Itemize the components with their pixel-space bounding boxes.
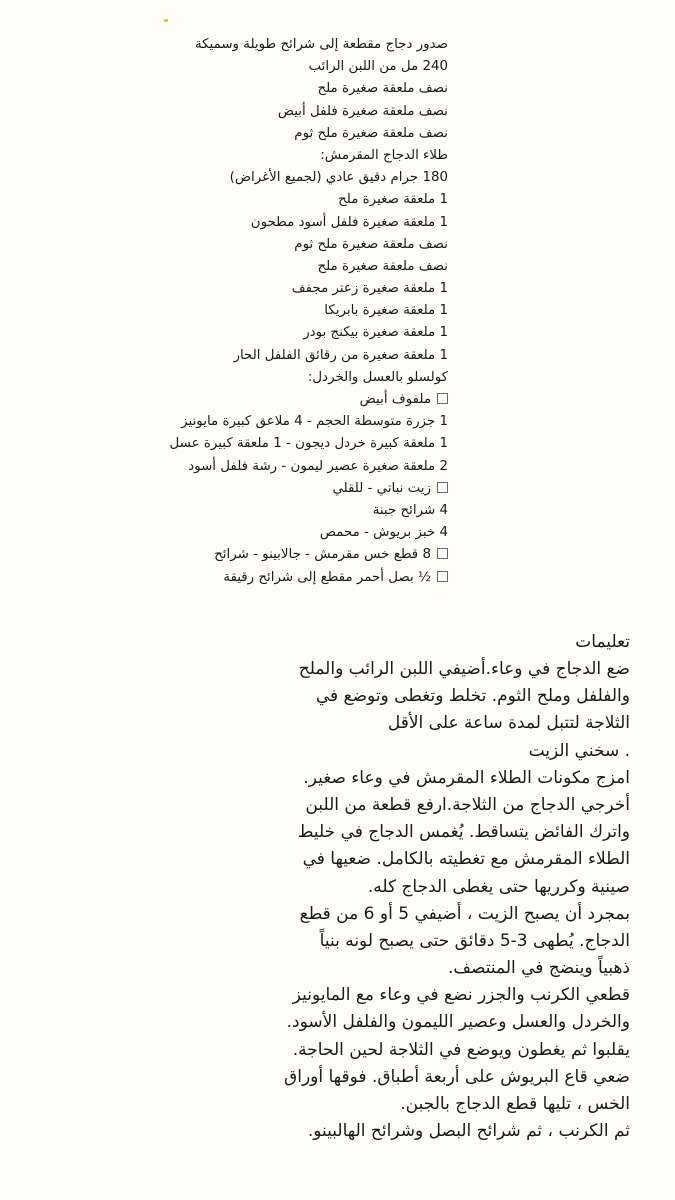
ingredient-text: صدور دجاج مقطعة إلى شرائح طويلة وسميكة bbox=[194, 37, 448, 52]
instruction-line: . سخني الزيت bbox=[528, 740, 630, 761]
instruction-line: بمجرد أن يصبح الزيت ، أضيفي 5 أو 6 من قطع bbox=[299, 903, 630, 924]
ingredient-line bbox=[150, 212, 448, 234]
ingredient-text: زيت نباتي - للقلي bbox=[332, 480, 431, 496]
ingredient-line bbox=[150, 522, 448, 544]
ingredient-text: 1 ملعقة صغيرة فلفل أسود مطحون bbox=[250, 214, 448, 230]
ingredient-text: نصف ملعقة صغيرة ملح ثوم bbox=[294, 236, 448, 252]
ingredient-line bbox=[150, 456, 448, 478]
ingredient-line bbox=[150, 567, 448, 589]
ingredient-line bbox=[150, 300, 448, 322]
ingredient-line bbox=[150, 411, 448, 433]
ingredient-text: 4 شرائح جبنة bbox=[372, 502, 448, 518]
ingredient-text: 1 ملعقة صغيرة زعتر مجفف bbox=[291, 281, 448, 297]
ingredient-line bbox=[150, 34, 448, 56]
checkbox-icon[interactable] bbox=[437, 482, 448, 493]
ingredient-text: طلاء الدجاج المقرمش: bbox=[320, 147, 448, 163]
ingredient-line bbox=[150, 167, 448, 189]
checkbox-icon[interactable] bbox=[437, 571, 448, 582]
ingredient-text: 1 جزرة متوسطة الحجم - 4 ملاعق كبيرة مايونيز bbox=[181, 414, 448, 430]
instruction-line: الخس ، تليها قطع الدجاج بالجبن. bbox=[400, 1094, 630, 1114]
checkbox-icon[interactable] bbox=[437, 393, 448, 404]
instruction-line: الدجاج. يُطهى 3-5 دقائق حتى يصبح لونه بنياً bbox=[319, 930, 630, 951]
instructions-section bbox=[158, 629, 630, 1145]
ingredient-text: 1 ملعقة صغيرة بيكنج بودر bbox=[303, 325, 448, 341]
ingredient-line bbox=[150, 433, 448, 455]
instruction-line: امزج مكونات الطلاء المقرمش في وعاء صغير. bbox=[303, 767, 630, 788]
instruction-line: ضع الدجاج في وعاء.أضيفي اللبن الرائب والملح bbox=[298, 659, 630, 679]
ingredient-line bbox=[150, 278, 448, 300]
instruction-line: والفلفل وملح الثوم. تخلط وتغطى وتوضع في bbox=[315, 686, 630, 707]
page-mark bbox=[164, 19, 168, 22]
instruction-line: ذهبياً وينضج في المنتصف. bbox=[447, 958, 630, 979]
ingredient-line bbox=[150, 145, 448, 167]
ingredient-line bbox=[150, 78, 448, 100]
ingredient-text: 1 ملعقة صغيرة ملح bbox=[338, 192, 448, 208]
instructions-body bbox=[158, 656, 630, 1145]
ingredient-text: ملفوف أبيض bbox=[359, 392, 431, 407]
ingredient-line bbox=[150, 544, 448, 566]
ingredient-line bbox=[150, 389, 448, 411]
checkbox-icon[interactable] bbox=[437, 548, 448, 559]
ingredient-text: 8 قطع خس مقرمش - جالابينو - شرائح bbox=[214, 547, 431, 563]
ingredient-text: نصف ملعقة صغيرة ملح bbox=[317, 258, 448, 274]
instruction-line: صينية وكرريها حتى يغطى الدجاج كله. bbox=[367, 876, 630, 897]
instruction-line: أخرجي الدجاج من الثلاجة.ارفع قطعة من اللبن bbox=[305, 794, 630, 815]
ingredient-line bbox=[150, 123, 448, 145]
instructions-heading: تعليمات bbox=[575, 632, 630, 652]
ingredient-line bbox=[150, 101, 448, 123]
ingredient-line bbox=[150, 345, 448, 367]
ingredient-line bbox=[150, 234, 448, 256]
instruction-line: الطلاء المقرمش مع تغطيته بالكامل. ضعيها في bbox=[302, 849, 630, 870]
ingredient-line bbox=[150, 322, 448, 344]
ingredient-line bbox=[150, 500, 448, 522]
instruction-line: ثم الكرنب ، ثم شرائح البصل وشرائح الهالبينو. bbox=[307, 1121, 630, 1142]
instruction-line: ضعي قاع البريوش على أربعة أطباق. فوقها أوراق bbox=[284, 1066, 630, 1087]
ingredient-text: ½ بصل أحمر مقطع إلى شرائح رقيقة bbox=[223, 569, 431, 585]
ingredient-line bbox=[150, 367, 448, 389]
ingredient-line bbox=[150, 478, 448, 500]
instruction-line: قطعي الكرنب والجزر نضع في وعاء مع المايونيز bbox=[292, 985, 630, 1006]
instruction-line: الثلاجة لتتبل لمدة ساعة على الأقل bbox=[387, 713, 630, 734]
ingredient-text: 180 جرام دقيق عادي (لجميع الأغراض) bbox=[229, 170, 448, 186]
ingredient-line bbox=[150, 56, 448, 78]
ingredient-text: نصف ملعقة صغيرة ملح ثوم bbox=[294, 125, 448, 141]
ingredient-text: 2 ملعقة صغيرة عصير ليمون - رشة فلفل أسود bbox=[188, 458, 448, 474]
ingredient-text: 1 ملعقة صغيرة من رقائق الفلفل الحار bbox=[233, 347, 448, 363]
ingredient-text: 240 مل من اللبن الرائب bbox=[308, 59, 448, 75]
ingredient-line bbox=[150, 189, 448, 211]
ingredient-text: نصف ملعقة صغيرة ملح bbox=[317, 81, 448, 97]
ingredient-text: كولسلو بالعسل والخردل: bbox=[307, 369, 448, 385]
ingredient-text: 4 خبز بريوش - محمص bbox=[319, 525, 448, 541]
ingredient-text: 1 ملعقة صغيرة بابريكا bbox=[324, 303, 448, 319]
ingredient-text: نصف ملعقة صغيرة فلفل أبيض bbox=[277, 103, 448, 119]
instruction-line: والخردل والعسل وعصير الليمون والفلفل الأسود. bbox=[286, 1012, 630, 1033]
ingredients-list bbox=[150, 34, 448, 589]
instruction-line: يقلبوا ثم يغطون ويوضع في الثلاجة لحين الحاجة. bbox=[292, 1039, 630, 1060]
instruction-line: واترك الفائض يتساقط. يُغمس الدجاج في خليط bbox=[297, 822, 630, 843]
ingredient-text: 1 ملعقة كبيرة خردل ديجون - 1 ملعقة كبيرة عسل bbox=[169, 436, 448, 452]
ingredient-line bbox=[150, 256, 448, 278]
